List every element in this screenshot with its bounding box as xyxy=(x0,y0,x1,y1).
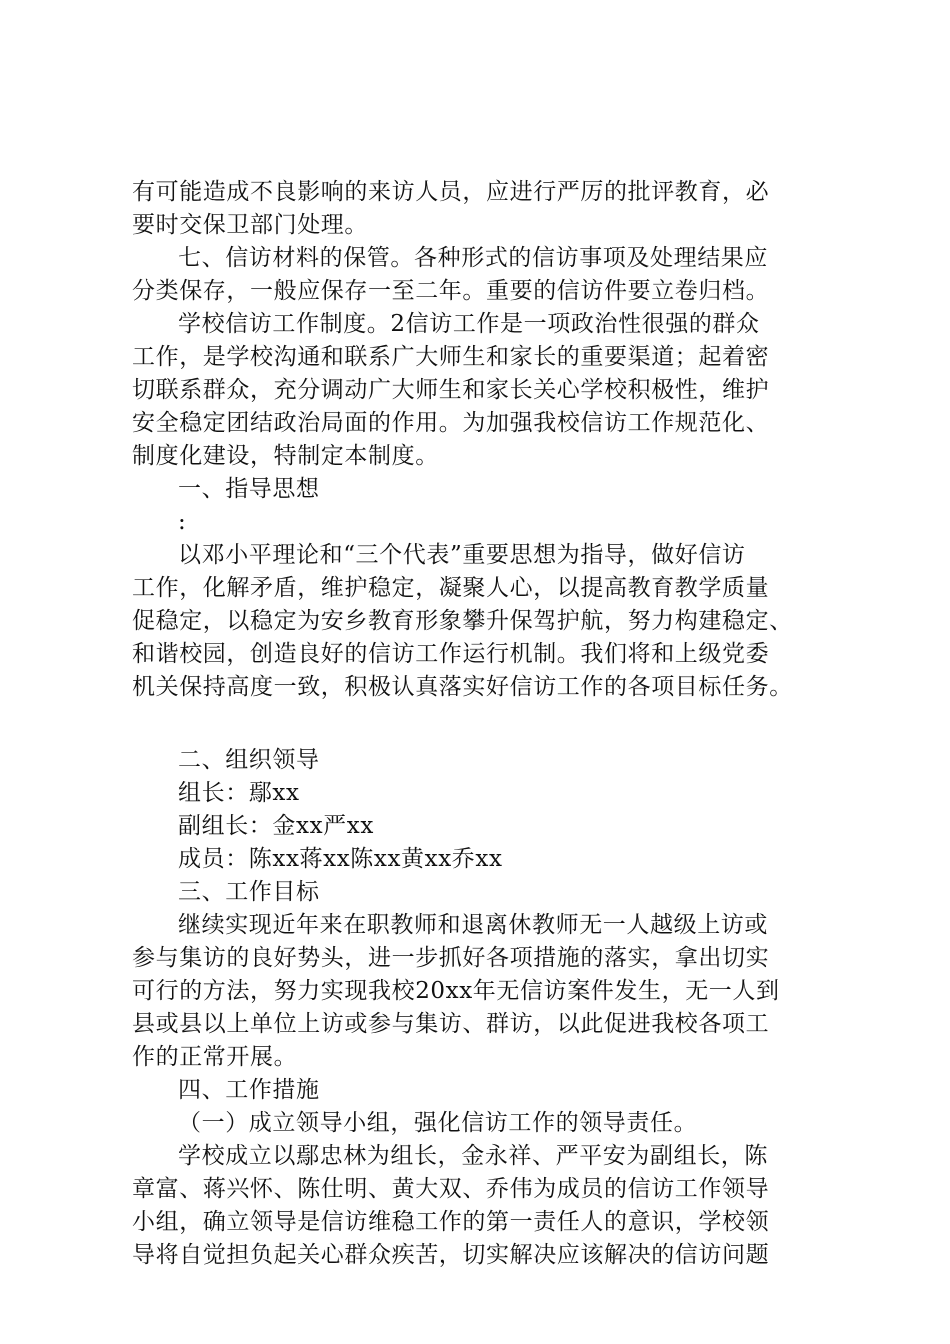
text-line: 学校成立以鄢忠林为组长，金永祥、严平安为副组长，陈 xyxy=(178,1143,768,1169)
section-heading-guiding-thought: 一、指导思想 xyxy=(178,476,320,502)
text-line: 促稳定，以稳定为安乡教育形象攀升保驾护航，努力构建稳定、 xyxy=(132,608,793,634)
text-line: 分类保存，一般应保存一至二年。重要的信访件要立卷归档。 xyxy=(132,278,770,304)
section-heading-goals: 三、工作目标 xyxy=(178,879,320,905)
text-line: 安全稳定团结政治局面的作用。为加强我校信访工作规范化、 xyxy=(132,410,770,436)
text-line: 工作，是学校沟通和联系广大师生和家长的重要渠道；起着密 xyxy=(132,344,770,370)
text-line: 章富、蒋兴怀、陈仕明、黄大双、乔伟为成员的信访工作领导 xyxy=(132,1176,770,1202)
paragraph-heading: 七、信访材料的保管。各种形式的信访事项及处理结果应 xyxy=(178,245,768,271)
section-heading-measures: 四、工作措施 xyxy=(178,1077,320,1103)
text-line: 可行的方法，努力实现我校20xx年无信访案件发生，无一人到 xyxy=(132,978,780,1004)
section-heading-organization: 二、组织领导 xyxy=(178,747,320,773)
text-line: 小组，确立领导是信访维稳工作的第一责任人的意识，学校领 xyxy=(132,1209,770,1235)
text-line: 继续实现近年来在职教师和退离休教师无一人越级上访或 xyxy=(178,912,768,938)
text-line: 以邓小平理论和“三个代表”重要思想为指导，做好信访 xyxy=(178,542,746,568)
blank-line xyxy=(132,704,836,744)
text-line: 作的正常开展。 xyxy=(132,1044,298,1070)
text-line: : xyxy=(178,509,187,535)
subsection-heading: （一）成立领导小组，强化信访工作的领导责任。 xyxy=(178,1110,698,1136)
text-line: 副组长：金xx严xx xyxy=(178,813,374,839)
text-line: 要时交保卫部门处理。 xyxy=(132,212,368,238)
text-line: 学校信访工作制度。2信访工作是一项政治性很强的群众 xyxy=(178,311,760,337)
text-line: 和谐校园，创造良好的信访工作运行机制。我们将和上级党委 xyxy=(132,641,770,667)
text-line: 工作，化解矛盾，维护稳定，凝聚人心，以提高教育教学质量 xyxy=(132,575,770,601)
text-line: 机关保持高度一致，积极认真落实好信访工作的各项目标任务。 xyxy=(132,674,793,700)
text-line: 参与集访的良好势头，进一步抓好各项措施的落实，拿出切实 xyxy=(132,945,770,971)
text-line: 成员：陈xx蒋xx陈xx黄xx乔xx xyxy=(178,846,503,872)
text-line: 制度化建设，特制定本制度。 xyxy=(132,443,439,469)
text-line: 组长：鄢xx xyxy=(178,780,300,806)
text-line: 有可能造成不良影响的来访人员，应进行严厉的批评教育，必 xyxy=(132,179,770,205)
document-page xyxy=(132,176,836,1272)
text-line: 县或县以上单位上访或参与集访、群访，以此促进我校各项工 xyxy=(132,1011,770,1037)
text-line: 导将自觉担负起关心群众疾苦，切实解决应该解决的信访问题 xyxy=(132,1242,770,1268)
text-line: 切联系群众，充分调动广大师生和家长关心学校积极性，维护 xyxy=(132,377,770,403)
